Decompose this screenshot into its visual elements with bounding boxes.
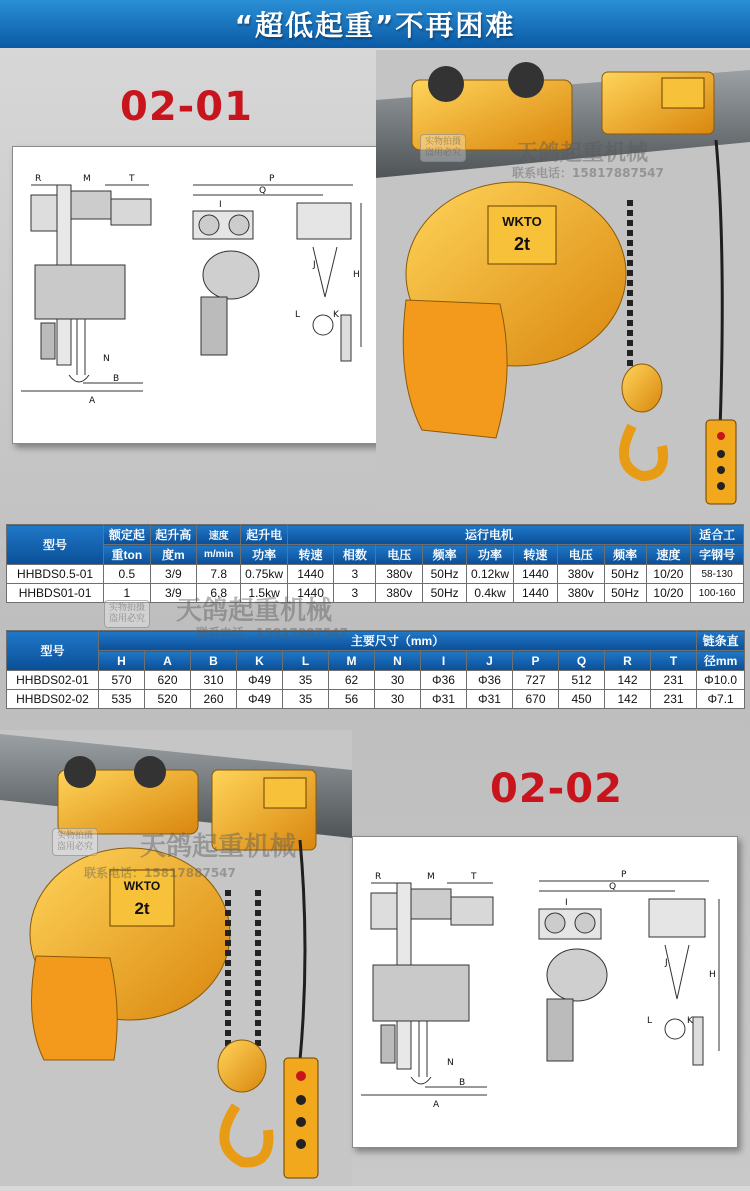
dimension-label: Q <box>259 186 267 196</box>
table1-header-row1 <box>7 525 744 545</box>
table-cell: 0.5 <box>104 565 150 584</box>
table-cell: 62 <box>329 671 375 690</box>
table2-header: H <box>99 651 145 671</box>
table-cell: Φ36 <box>421 671 467 690</box>
table-cell: 0.75kw <box>241 565 287 584</box>
table1-header: 度m <box>150 545 196 565</box>
table-cell: 35 <box>283 690 329 709</box>
table-cell: 231 <box>651 671 697 690</box>
table1-header: 速度 <box>197 525 241 545</box>
table1-header: 频率 <box>604 545 646 565</box>
table1-header: 转速 <box>513 545 557 565</box>
table-cell: 1440 <box>513 565 557 584</box>
dimension-label: T <box>129 174 135 184</box>
watermark-brand: 天鸽起重机械 <box>140 832 297 862</box>
table2-header: M <box>329 651 375 671</box>
dimension-label: M <box>427 872 435 882</box>
dimension-label: J <box>313 260 316 270</box>
table-cell: Φ31 <box>421 690 467 709</box>
spec-table-dimensions <box>6 630 745 709</box>
table-cell: 1440 <box>287 584 333 603</box>
table1-header-row2 <box>7 545 744 565</box>
table-cell: 231 <box>651 690 697 709</box>
spec-table-motor <box>6 524 744 603</box>
watermark-stamp: 实物拍摄 盗用必究 <box>420 134 466 162</box>
title-banner <box>0 0 750 48</box>
table1-header: 运行电机 <box>287 525 690 545</box>
dimension-label: B <box>459 1078 466 1088</box>
table-cell: 50Hz <box>604 584 646 603</box>
dimension-label: L <box>647 1016 653 1026</box>
table-cell: Φ7.1 <box>697 690 745 709</box>
table-cell: 10/20 <box>646 565 690 584</box>
dimension-label: K <box>687 1016 693 1026</box>
table-cell: 1 <box>104 584 150 603</box>
hoist-photo-02-01 <box>376 50 750 510</box>
table2-header: Q <box>559 651 605 671</box>
table-row <box>7 690 745 709</box>
table-cell: 50Hz <box>604 565 646 584</box>
table-cell: 100-160 <box>691 584 744 603</box>
dimension-label: L <box>295 310 301 320</box>
capacity-plate: 2t <box>513 234 531 254</box>
watermark-brand: 天鸽起重机械 <box>176 596 333 626</box>
watermark-phone: 联系电话：15817887547 <box>84 866 236 880</box>
dimension-label: B <box>113 374 120 384</box>
dimension-drawing-02-01 <box>12 146 380 444</box>
table1-header: 电压 <box>558 545 604 565</box>
table-cell: 56 <box>329 690 375 709</box>
dimension-label: H <box>709 970 716 980</box>
watermark-brand: 天鸽起重机械 <box>516 141 649 166</box>
table2-header: N <box>375 651 421 671</box>
table2-header-row1 <box>7 631 745 651</box>
table-cell: 58-130 <box>691 565 744 584</box>
dimension-label: H <box>353 270 360 280</box>
table2-header: R <box>605 651 651 671</box>
brand-plate: WKTO <box>502 214 542 229</box>
dimension-label: P <box>269 174 275 184</box>
table2-header: L <box>283 651 329 671</box>
hoist-illustration <box>376 50 750 510</box>
table-cell: 380v <box>376 565 422 584</box>
table1-header: 字钢号 <box>691 545 744 565</box>
table-cell: HHBDS02-01 <box>7 671 99 690</box>
table-cell: 1440 <box>513 584 557 603</box>
table1-header: m/min <box>197 545 241 565</box>
table-cell: 6.8 <box>197 584 241 603</box>
table-cell: 727 <box>513 671 559 690</box>
dimension-label: R <box>375 872 382 882</box>
table-cell: 0.12kw <box>467 565 513 584</box>
table1-header-model: 型号 <box>7 525 104 565</box>
hoist-illustration <box>0 730 352 1186</box>
table-row <box>7 671 745 690</box>
dimension-label: A <box>89 396 96 406</box>
dimension-label: M <box>83 174 91 184</box>
dimension-label: K <box>333 310 339 320</box>
table-cell: Φ31 <box>467 690 513 709</box>
table-cell: 0.4kw <box>467 584 513 603</box>
table2-header: 链条直 <box>697 631 745 651</box>
table-cell: Φ49 <box>237 690 283 709</box>
dimension-label: I <box>219 200 222 210</box>
table-cell: Φ36 <box>467 671 513 690</box>
table-cell: HHBDS0.5-01 <box>7 565 104 584</box>
table2-header: J <box>467 651 513 671</box>
table-cell: 35 <box>283 671 329 690</box>
table1-header: 功率 <box>241 545 287 565</box>
table-cell: 3 <box>334 565 376 584</box>
table-cell: 30 <box>375 690 421 709</box>
table-cell: 3 <box>334 584 376 603</box>
table-cell: 3/9 <box>150 584 196 603</box>
watermark-stamp: 实物拍摄 盗用必究 <box>52 828 98 856</box>
table-cell: 620 <box>145 671 191 690</box>
table1-header: 电压 <box>376 545 422 565</box>
watermark-phone: 联系电话：15817887547 <box>196 626 348 640</box>
dimension-label: I <box>565 898 568 908</box>
table-cell: 450 <box>559 690 605 709</box>
table-cell: 512 <box>559 671 605 690</box>
dimension-label: Q <box>609 882 617 892</box>
table2-header-row2 <box>7 651 745 671</box>
table-cell: 142 <box>605 671 651 690</box>
table-cell: 520 <box>145 690 191 709</box>
table2-header: I <box>421 651 467 671</box>
table-cell: Φ10.0 <box>697 671 745 690</box>
dimension-label: P <box>621 870 627 880</box>
table1-header: 频率 <box>422 545 466 565</box>
dimension-label: N <box>447 1058 454 1068</box>
table1-header: 相数 <box>334 545 376 565</box>
watermark-stamp: 实物拍摄 盗用必究 <box>104 600 150 628</box>
dimension-drawing-svg <box>353 837 737 1147</box>
dimension-label: T <box>471 872 477 882</box>
table-cell: 380v <box>558 565 604 584</box>
table-cell: Φ49 <box>237 671 283 690</box>
table-cell: 260 <box>191 690 237 709</box>
brand-plate: WKTO <box>123 879 161 893</box>
table-cell: 3/9 <box>150 565 196 584</box>
table1-header: 起升电 <box>241 525 287 545</box>
dimension-label: N <box>103 354 110 364</box>
table1-header: 速度 <box>646 545 690 565</box>
table-cell: 535 <box>99 690 145 709</box>
table-cell: 670 <box>513 690 559 709</box>
table-cell: 7.8 <box>197 565 241 584</box>
hoist-photo-02-02 <box>0 730 352 1186</box>
table-cell: 310 <box>191 671 237 690</box>
table2-header: 径mm <box>697 651 745 671</box>
table-cell: 10/20 <box>646 584 690 603</box>
table-cell: 1440 <box>287 565 333 584</box>
dimension-label: A <box>433 1100 440 1110</box>
table1-header: 功率 <box>467 545 513 565</box>
table-cell: 50Hz <box>422 565 466 584</box>
dimension-drawing-svg <box>13 147 379 443</box>
table-row <box>7 565 744 584</box>
table2-header: A <box>145 651 191 671</box>
table-cell: HHBDS02-02 <box>7 690 99 709</box>
table1-header: 转速 <box>287 545 333 565</box>
table2-header-model: 型号 <box>7 631 99 671</box>
table2-header: 主要尺寸（mm） <box>99 631 697 651</box>
table1-header: 额定起 <box>104 525 150 545</box>
table2-header: K <box>237 651 283 671</box>
table-cell: 570 <box>99 671 145 690</box>
table2-header: T <box>651 651 697 671</box>
table1-header: 重ton <box>104 545 150 565</box>
banner-title: “超低起重”不再困难 <box>234 9 516 42</box>
table-cell: HHBDS01-01 <box>7 584 104 603</box>
model-code-02-02: 02-02 <box>490 766 623 812</box>
dimension-drawing-02-02 <box>352 836 738 1148</box>
dimension-label: J <box>665 958 668 968</box>
table-cell: 142 <box>605 690 651 709</box>
table-cell: 30 <box>375 671 421 690</box>
model-code-02-01: 02-01 <box>120 84 253 130</box>
table1-header: 适合工 <box>691 525 744 545</box>
table-cell: 380v <box>558 584 604 603</box>
table-cell: 1.5kw <box>241 584 287 603</box>
table2-header: B <box>191 651 237 671</box>
capacity-plate: 2t <box>134 899 150 918</box>
table-cell: 380v <box>376 584 422 603</box>
table2-header: P <box>513 651 559 671</box>
dimension-label: R <box>35 174 42 184</box>
watermark-phone: 联系电话：15817887547 <box>512 166 664 180</box>
table1-header: 起升高 <box>150 525 196 545</box>
table-cell: 50Hz <box>422 584 466 603</box>
